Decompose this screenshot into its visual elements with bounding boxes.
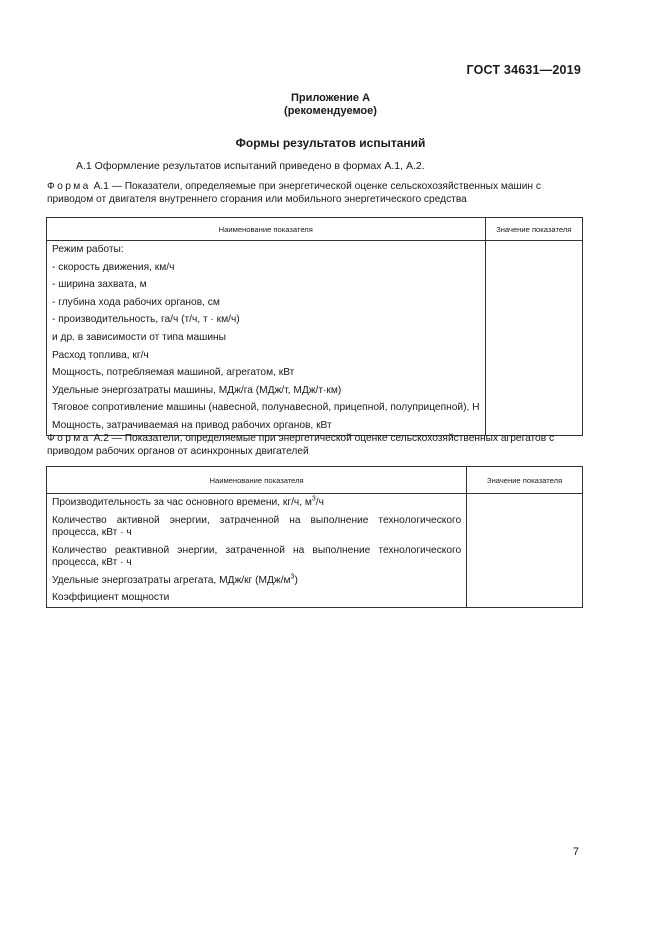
intro-paragraph: А.1 Оформление результатов испытаний приведено в формах А.1, А.2. [76,160,425,172]
table-row: Количество активной энергии, затраченной на выполнение технологического процесса, кВт · ч [52,514,462,538]
form-a1-table [46,217,583,436]
form-a2-col-value: Значение показателя [467,467,583,494]
table-row: Количество реактивной энергии, затраченной на выполнение технологического процесса, кВт · ч [52,544,462,568]
table-row [47,494,466,512]
row-text: Удельные энергозатраты агрегата, МДж/кг (МДж/м [52,574,291,586]
table-row: Коэффициент мощности [52,592,170,603]
form-a1-caption [47,181,585,206]
row-text: Производительность за час основного времени, кг/ч, м [52,497,312,508]
table-row: Мощность, затрачиваемая на привод рабочих органов, кВт [52,419,332,431]
form-a1-col-value: Значение показателя [485,218,582,241]
form-a1-word: Форма [47,181,91,192]
row-text: /ч [315,497,324,508]
annex-title: Приложение А [290,92,371,104]
page-number: 7 [572,846,579,858]
table-row: Режим работы: [52,244,124,255]
form-a2-values-cell [467,494,583,608]
table-row: Удельные энергозатраты машины, МДж/га (МДж/т, МДж/т·км) [52,384,342,396]
form-a2-caption [47,433,585,458]
superscript: 3 [290,573,295,581]
table-row [47,572,466,590]
form-a2-caption-text: А.2 — Показатели, определяемые при энергетической оценке сельскохозяйственных агрегатов с приводом рабочих органов от асинхронных двигателей [47,433,555,457]
table-row: Тяговое сопротивление машины (навесной, полунавесной, прицепной, полуприцепной), Н [52,402,480,414]
table-row: и др. в зависимости от типа машины [52,331,226,343]
table-row: Расход топлива, кг/ч [52,349,149,361]
form-a2-names-cell [47,494,467,608]
row-text: ) [294,574,298,586]
annex-status: (рекомендуемое) [284,105,377,117]
section-title: Формы результатов испытаний [235,136,426,150]
table-row: - глубина хода рабочих органов, см [52,296,220,308]
superscript: 3 [311,495,316,503]
form-a1-names-cell [47,241,486,436]
standard-number: ГОСТ 34631—2019 [466,63,581,77]
form-a2-word: Форма [47,433,91,444]
form-a1-values-cell [485,241,582,436]
table-row: - производительность, га/ч (т/ч, т · км/ч) [52,314,240,326]
form-a2-table [46,466,583,608]
form-a2-col-name: Наименование показателя [47,467,467,494]
table-row: - скорость движения, км/ч [52,261,175,273]
table-row: Мощность, потребляемая машиной, агрегатом, кВт [52,367,295,379]
form-a1-caption-text: А.1 — Показатели, определяемые при энергетической оценке сельскохозяйственных машин с приводом от двигателя внутреннего сгорания или мобильного энергетического средства [47,181,541,205]
table-row: - ширина захвата, м [52,279,147,291]
form-a1-col-name: Наименование показателя [47,218,486,241]
annex-heading [0,92,661,118]
